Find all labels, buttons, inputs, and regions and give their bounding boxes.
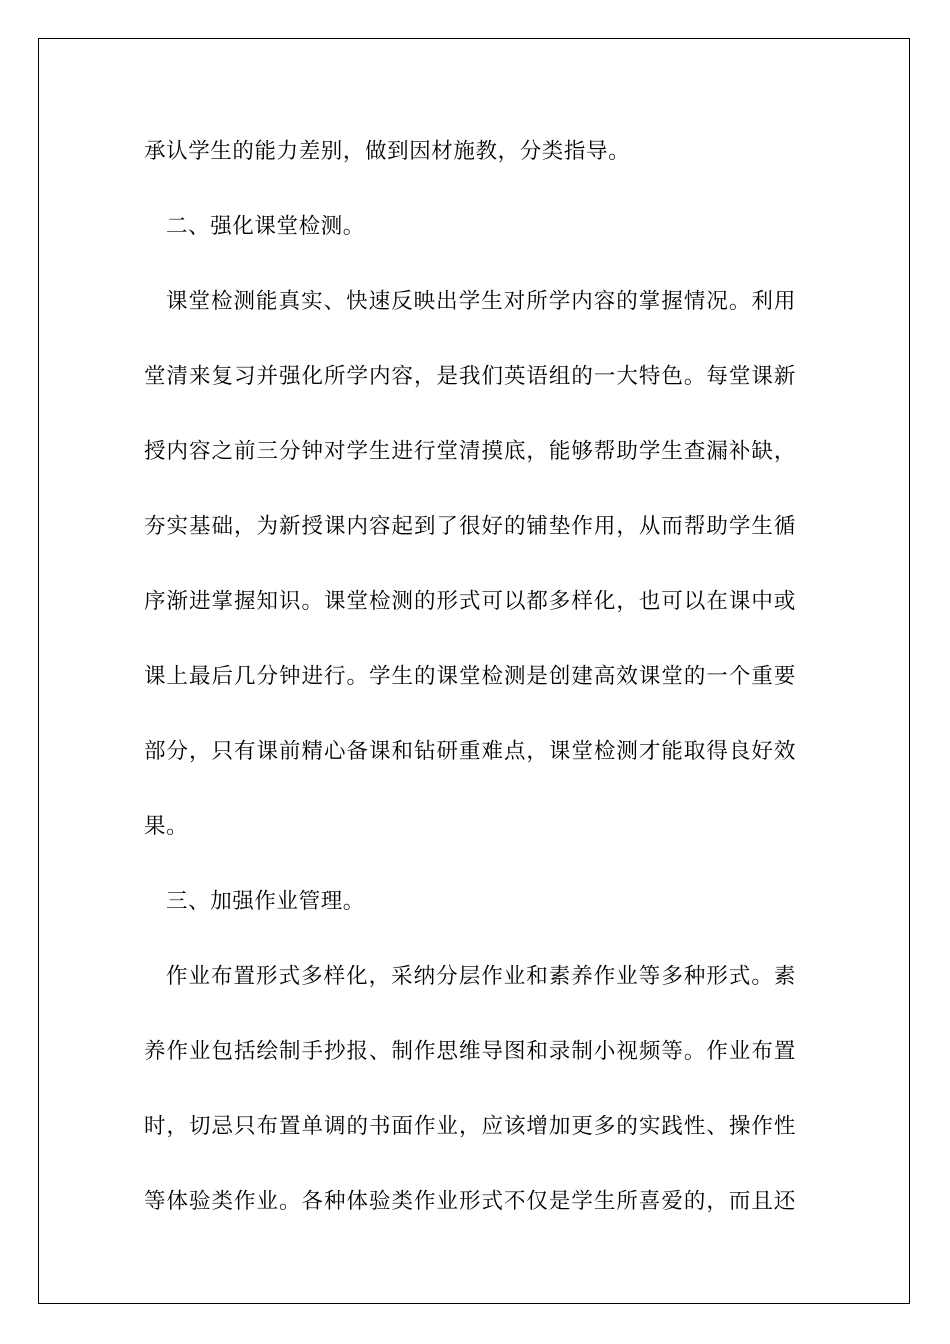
text-line: 课上最后几分钟进行。学生的课堂检测是创建高效课堂的一个重要 [144, 664, 796, 689]
section-heading: 二、强化课堂检测。 [166, 214, 365, 239]
text-line: 授内容之前三分钟对学生进行堂清摸底，能够帮助学生查漏补缺， [144, 439, 796, 464]
text-line: 承认学生的能力差别，做到因材施教，分类指导。 [144, 139, 631, 164]
text-line: 课堂检测能真实、快速反映出学生对所学内容的掌握情况。利用 [166, 289, 796, 314]
text-line: 作业布置形式多样化，采纳分层作业和素养作业等多种形式。素 [166, 964, 796, 989]
text-line: 堂清来复习并强化所学内容，是我们英语组的一大特色。每堂课新 [144, 364, 796, 389]
text-line: 序渐进掌握知识。课堂检测的形式可以都多样化，也可以在课中或 [144, 589, 796, 614]
section-heading: 三、加强作业管理。 [166, 889, 365, 914]
text-line: 等体验类作业。各种体验类作业形式不仅是学生所喜爱的，而且还 [144, 1189, 796, 1214]
text-line: 部分，只有课前精心备课和钻研重难点，课堂检测才能取得良好效 [144, 739, 796, 764]
text-line: 养作业包括绘制手抄报、制作思维导图和录制小视频等。作业布置 [144, 1039, 796, 1064]
text-line: 夯实基础，为新授课内容起到了很好的铺垫作用，从而帮助学生循 [144, 514, 796, 539]
text-line: 时，切忌只布置单调的书面作业，应该增加更多的实践性、操作性 [144, 1114, 796, 1139]
text-line: 果。 [144, 814, 189, 839]
